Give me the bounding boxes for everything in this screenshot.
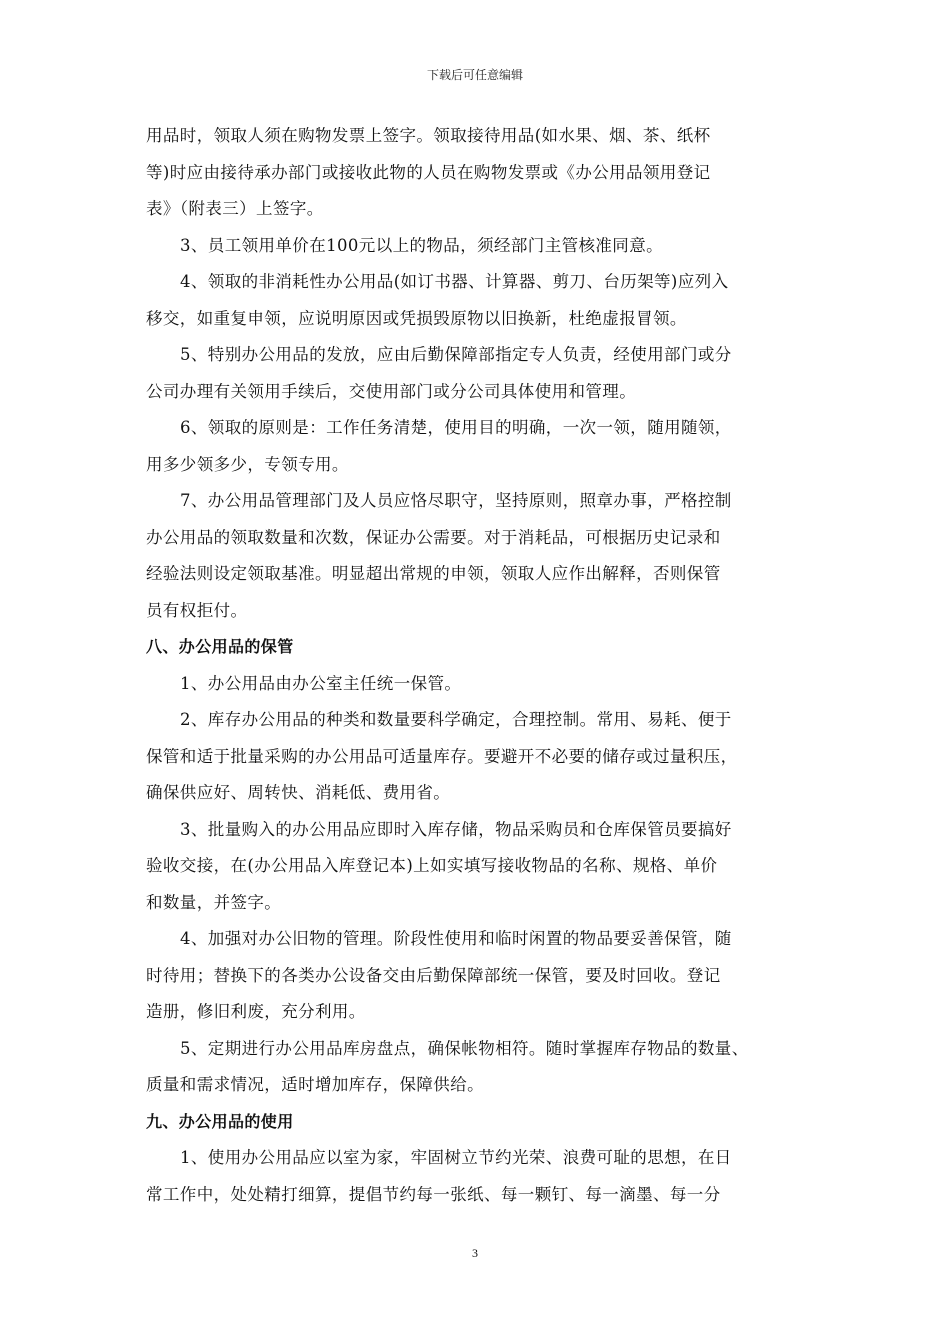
body-text-line: 保管和适于批量采购的办公用品可适量库存。要避开不必要的储存或过量积压， [146, 746, 738, 766]
body-text-line: 6、领取的原则是：工作任务清楚，使用目的明确，一次一领，随用随领， [180, 418, 732, 437]
body-text-line: 4、领取的非消耗性办公用品(如订书器、计算器、剪刀、台历架等)应列入 [180, 272, 729, 291]
body-text-line: 确保供应好、周转快、消耗低、费用省。 [146, 783, 451, 802]
body-text-line: 时待用；替换下的各类办公设备交由后勤保障部统一保管，要及时回收。登记 [146, 965, 721, 985]
body-text-line: 验收交接，在(办公用品入库登记本)上如实填写接收物品的名称、规格、单价 [146, 856, 718, 875]
body-text-line: 等)时应由接待承办部门或接收此物的人员在购物发票或《办公用品领用登记 [146, 162, 711, 182]
body-text-line: 办公用品的领取数量和次数，保证办公需要。对于消耗品，可根据历史记录和 [146, 527, 721, 547]
body-text-line: 1、办公用品由办公室主任统一保管。 [180, 673, 462, 693]
body-text-line: 用多少领多少，专领专用。 [146, 454, 349, 474]
body-text-line: 经验法则设定领取基准。明显超出常规的申领，领取人应作出解释，否则保管 [146, 564, 721, 583]
body-text-line: 4、加强对办公旧物的管理。阶段性使用和临时闲置的物品要妥善保管，随 [180, 929, 732, 948]
body-text-line: 移交，如重复申领，应说明原因或凭损毁原物以旧换新，杜绝虚报冒领。 [146, 308, 687, 328]
section-heading: 九、办公用品的使用 [146, 1111, 294, 1131]
document-body [146, 118, 818, 1213]
body-text-line: 7、办公用品管理部门及人员应恪尽职守，坚持原则，照章办事，严格控制 [180, 491, 732, 510]
body-text-line: 造册，修旧利废，充分利用。 [146, 1002, 366, 1021]
body-text-line: 员有权拒付。 [146, 600, 248, 620]
body-text-line: 1、使用办公用品应以室为家，牢固树立节约光荣、浪费可耻的思想，在日 [180, 1148, 732, 1167]
body-text-line: 公司办理有关领用手续后，交使用部门或分公司具体使用和管理。 [146, 381, 637, 401]
body-text-line: 3、员工领用单价在100元以上的物品，须经部门主管核准同意。 [180, 235, 663, 255]
page-number: 3 [472, 1246, 478, 1260]
body-text-line: 3、批量购入的办公用品应即时入库存储，物品采购员和仓库保管员要搞好 [180, 819, 732, 839]
body-text-line: 和数量，并签字。 [146, 892, 282, 912]
body-text-line: 质量和需求情况，适时增加库存，保障供给。 [146, 1075, 484, 1094]
body-text-line: 表》（附表三）上签字。 [146, 199, 324, 218]
body-text-line: 5、定期进行办公用品库房盘点，确保帐物相符。随时掌握库存物品的数量、 [180, 1038, 749, 1058]
body-text-line: 2、库存办公用品的种类和数量要科学确定，合理控制。常用、易耗、便于 [180, 710, 732, 729]
body-text-line: 用品时，领取人须在购物发票上签字。领取接待用品(如水果、烟、茶、纸杯 [146, 126, 711, 145]
page-header: 下载后可任意编辑 [426, 68, 523, 82]
section-heading: 八、办公用品的保管 [146, 637, 294, 656]
body-text-line: 5、特别办公用品的发放，应由后勤保障部指定专人负责，经使用部门或分 [180, 345, 732, 364]
body-text-line: 常工作中，处处精打细算，提倡节约每一张纸、每一颗钉、每一滴墨、每一分 [146, 1184, 721, 1204]
